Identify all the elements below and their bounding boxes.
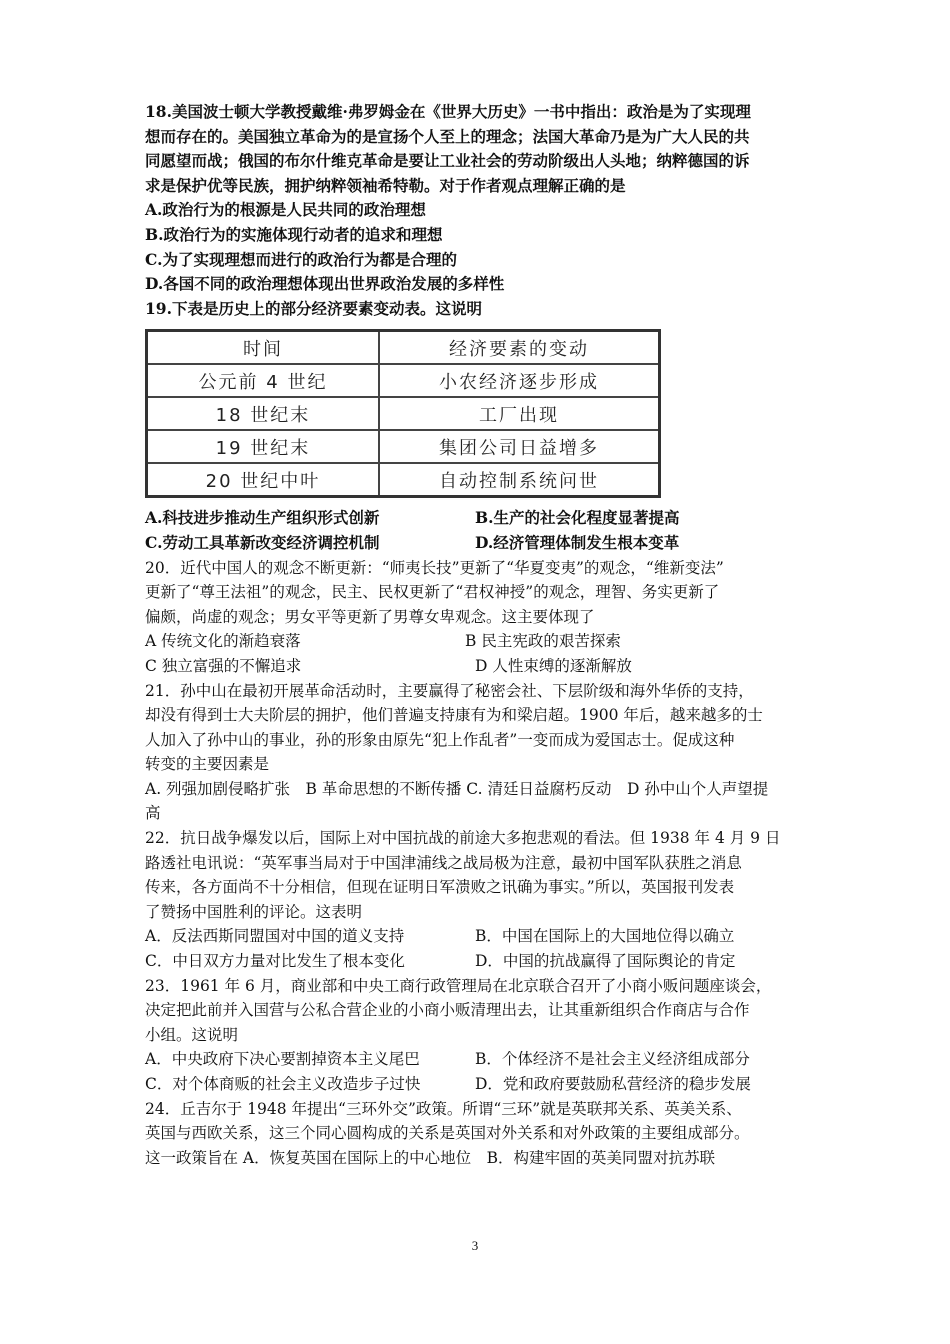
table-row: [147, 397, 660, 430]
q21-stem-line-3: 人加入了孙中山的事业，孙的形象由原先“犯上作乱者”一变而成为爱国志士。促成这种: [145, 730, 735, 749]
q23-stem-line-2: 决定把此前并入国营与公私合营企业的小商小贩清理出去，让其重新组织合作商店与合作: [145, 1001, 750, 1020]
q24-stem-line-3: 这一政策旨在 A．恢复英国在国际上的中心地位 B．构建牢固的英美同盟对抗苏联: [145, 1148, 716, 1167]
q23-option-d: D．党和政府要鼓励私营经济的稳步发展: [475, 1075, 751, 1093]
q20-stem-line-2: 更新了“尊王法祖”的观念，民主、民权更新了“君权神授”的观念，理智、务实更新了: [145, 583, 720, 602]
q20-stem-line-1: 20．近代中国人的观念不断更新：“师夷长技”更新了“华夏变夷”的观念，“维新变法”: [145, 558, 724, 577]
q18-option-d: D.各国不同的政治理想体现出世界政治发展的多样性: [145, 274, 505, 294]
q19-option-b: B.生产的社会化程度显著提高: [475, 508, 680, 528]
q23-stem-line-1: 23．1961 年 6 月，商业部和中央工商行政管理局在北京联合召开了小商小贩问题座谈会，: [145, 976, 772, 995]
q20-option-a: A 传统文化的渐趋衰落: [145, 632, 301, 651]
table-cell-time: 20 世纪中叶: [147, 463, 380, 497]
table-header-row: [147, 331, 660, 365]
q21-stem-line-1: 21．孙中山在最初开展革命活动时，主要赢得了秘密会社、下层阶级和海外华侨的支持，: [145, 681, 754, 700]
q18-option-a: A.政治行为的根源是人民共同的政治理想: [145, 200, 426, 220]
table-row: [147, 430, 660, 463]
q23-stem-line-3: 小组。这说明: [145, 1025, 239, 1044]
q18-option-c: C.为了实现理想而进行的政治行为都是合理的: [145, 249, 457, 269]
q20-options-row-1: [145, 629, 825, 654]
q22-stem-line-4: 了赞扬中国胜利的评论。这表明: [145, 902, 363, 921]
q22-stem-line-1: 22．抗日战争爆发以后，国际上对中国抗战的前途大多抱悲观的看法。但 1938 年 4 月 9 日: [145, 829, 781, 848]
exam-page-content: [145, 100, 825, 1170]
q23-options-row-2: [145, 1072, 825, 1097]
q20-stem-line-3: 偏颇，尚虚的观念；男女平等更新了男尊女卑观念。这主要体现了: [145, 607, 595, 626]
q21-stem-line-2: 却没有得到士大夫阶层的拥护，他们普遍支持康有为和梁启超。1900 年后，越来越多的士: [145, 706, 763, 725]
q19-options-row-2: [145, 531, 825, 556]
question-22: [145, 826, 825, 974]
q21-options-continued: 高: [145, 804, 161, 823]
table-header-time: 时间: [147, 331, 380, 365]
q20-options-row-2: [145, 654, 825, 679]
table-row: [147, 364, 660, 397]
q19-options-row-1: [145, 506, 825, 531]
table-cell-time: 19 世纪末: [147, 430, 380, 463]
q22-stem-line-3: 传来，各方面尚不十分相信，但现在证明日军溃败之讯确为事实。”所以，英国报刊发表: [145, 878, 735, 897]
economic-factors-table: [145, 329, 661, 498]
q24-stem-line-1: 24．丘吉尔于 1948 年提出“三环外交”政策。所谓“三环”就是英联邦关系、英美关系、: [145, 1099, 742, 1118]
q21-stem-line-4: 转变的主要因素是: [145, 755, 270, 774]
page-number: 3: [471, 1238, 479, 1253]
q22-option-b: B．中国在国际上的大国地位得以确立: [475, 927, 735, 946]
q22-option-c: C．中日双方力量对比发生了根本变化: [145, 952, 405, 971]
table-cell-change: 集团公司日益增多: [379, 430, 660, 463]
table-cell-time: 18 世纪末: [147, 397, 380, 430]
table-row: [147, 463, 660, 497]
q22-options-row-1: [145, 924, 825, 949]
question-20: [145, 556, 825, 679]
q21-options: A. 列强加剧侵略扩张 B 革命思想的不断传播 C. 清廷日益腐朽反动 D 孙中山个人声望提: [145, 779, 769, 798]
question-18: [145, 100, 825, 297]
q18-option-b: B.政治行为的实施体现行动者的追求和理想: [145, 224, 443, 244]
q23-options-row-1: [145, 1047, 825, 1072]
question-19: [145, 297, 825, 556]
q19-stem: 19.下表是历史上的部分经济要素变动表。这说明: [145, 298, 482, 318]
q19-option-c: C.劳动工具革新改变经济调控机制: [145, 532, 380, 552]
q22-option-a: A．反法西斯同盟国对中国的道义支持: [145, 927, 405, 946]
table-cell-change: 自动控制系统问世: [379, 463, 660, 497]
q20-option-c: C 独立富强的不懈追求: [145, 656, 302, 675]
question-24: [145, 1097, 825, 1171]
q18-stem-line-4: 求是保护优等民族，拥护纳粹领袖希特勒。对于作者观点理解正确的是: [145, 175, 626, 195]
table-cell-change: 工厂出现: [379, 397, 660, 430]
question-23: [145, 974, 825, 1097]
q23-option-b: B．个体经济不是社会主义经济组成部分: [475, 1050, 750, 1069]
q18-stem-line-2: 想而存在的。美国独立革命为的是宣扬个人至上的理念；法国大革命乃是为广大人民的共: [145, 126, 750, 146]
q18-stem-line-1: 18.美国波士顿大学教授戴维·弗罗姆金在《世界大历史》一书中指出：政治是为了实现理: [145, 102, 751, 121]
q20-option-b: B 民主宪政的艰苦探索: [465, 632, 621, 651]
q18-stem-line-3: 同愿望而战；俄国的布尔什维克革命是要让工业社会的劳动阶级出人头地；纳粹德国的诉: [145, 151, 750, 171]
table-header-change: 经济要素的变动: [379, 331, 660, 365]
q19-option-d: D.经济管理体制发生根本变革: [475, 532, 680, 552]
table-cell-change: 小农经济逐步形成: [379, 364, 660, 397]
q19-option-a: A.科技进步推动生产组织形式创新: [145, 508, 380, 528]
q23-option-c: C．对个体商贩的社会主义改造步子过快: [145, 1075, 421, 1093]
q22-stem-line-2: 路透社电讯说：“英军事当局对于中国津浦线之战局极为注意，最初中国军队获胜之消息: [145, 853, 742, 872]
q22-option-d: D．中国的抗战赢得了国际舆论的肯定: [475, 952, 736, 971]
q20-option-d: D 人性束缚的逐渐解放: [475, 656, 632, 675]
q22-options-row-2: [145, 949, 825, 974]
q24-stem-line-2: 英国与西欧关系，这三个同心圆构成的关系是英国对外关系和对外政策的主要组成部分。: [145, 1124, 750, 1143]
question-21: [145, 679, 825, 827]
table-cell-time: 公元前 4 世纪: [147, 364, 380, 397]
q23-option-a: A．中央政府下决心要割掉资本主义尾巴: [145, 1050, 420, 1069]
